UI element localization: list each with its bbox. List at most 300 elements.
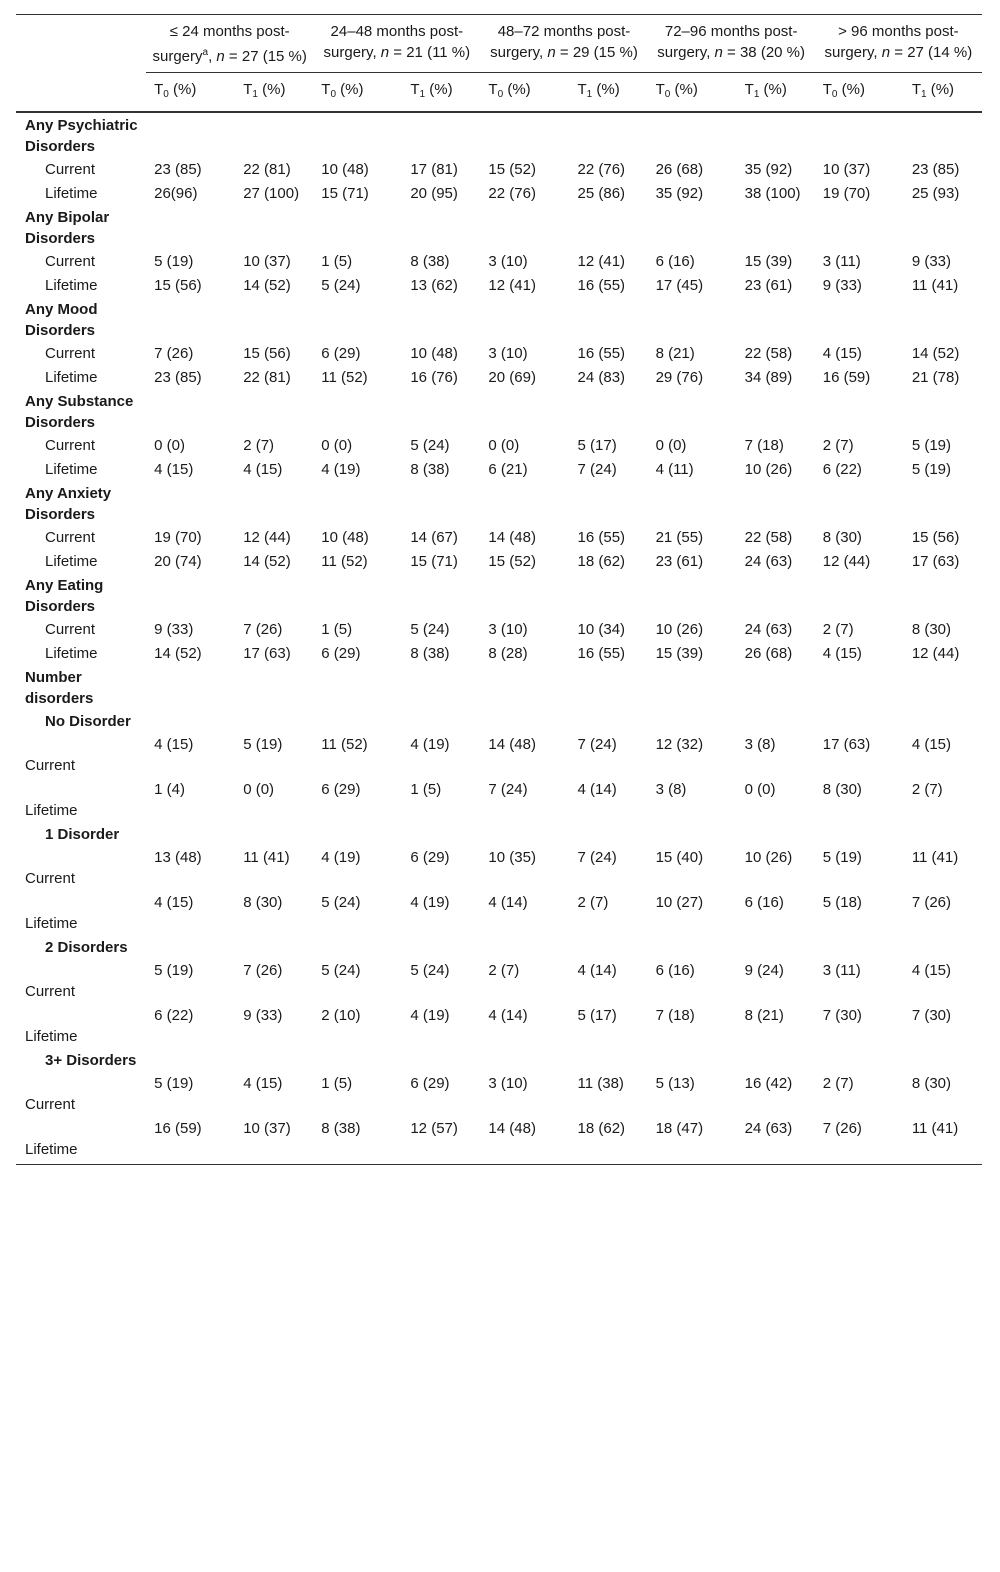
empty-cell (648, 1048, 737, 1071)
empty-cell (570, 935, 648, 958)
subheader-empty-cell (16, 73, 146, 113)
data-cell: 38 (100) (744, 185, 801, 202)
empty-cell (235, 1048, 313, 1071)
data-cell: 15 (56) (243, 345, 291, 362)
row-label: Lifetime (45, 645, 98, 662)
group-n-symbol: n (714, 43, 723, 61)
data-cell: 2 (7) (488, 962, 520, 979)
data-cell: 10 (37) (243, 1120, 291, 1137)
empty-cell (570, 481, 648, 525)
group-label-text: 48–72 months post-surgery (490, 23, 631, 61)
row-label: Current (45, 621, 96, 638)
t0-header-3 (480, 73, 569, 113)
empty-cell (146, 935, 235, 958)
data-cell: 5 (24) (410, 962, 450, 979)
data-cell: 26 (68) (744, 645, 793, 662)
data-cell: 15 (71) (321, 185, 369, 202)
data-cell: 10 (34) (577, 621, 626, 638)
data-cell: 9 (33) (154, 621, 194, 638)
empty-cell (815, 665, 904, 709)
empty-cell (815, 935, 904, 958)
data-cell: 10 (26) (655, 621, 704, 638)
data-cell: 15 (56) (154, 277, 202, 294)
data-cell: 17 (63) (243, 645, 291, 662)
data-cell: 1 (5) (410, 781, 442, 798)
time-letter: T (321, 81, 331, 98)
data-cell: 10 (26) (744, 461, 793, 478)
data-cell: 6 (29) (410, 849, 450, 866)
empty-cell (737, 297, 815, 341)
group-n-symbol: n (216, 47, 225, 65)
empty-cell (570, 822, 648, 845)
empty-cell (402, 389, 480, 433)
time-letter: T (154, 81, 164, 98)
empty-cell (904, 709, 982, 732)
section-header-label: Any Psychiatric Disorders (25, 117, 138, 155)
table-row (16, 433, 982, 457)
data-cell: 23 (85) (911, 161, 960, 178)
data-cell: 16 (59) (822, 369, 871, 386)
empty-cell (402, 709, 480, 732)
row-label: Current (45, 253, 96, 270)
empty-cell (904, 481, 982, 525)
empty-cell (815, 389, 904, 433)
data-cell: 22 (76) (577, 161, 626, 178)
data-cell: 5 (24) (321, 277, 361, 294)
section-header-label: Any Anxiety Disorders (25, 485, 112, 523)
data-cell: 24 (63) (744, 553, 793, 570)
data-cell: 7 (26) (243, 621, 283, 638)
data-cell: 16 (55) (577, 529, 626, 546)
data-cell: 4 (15) (154, 461, 194, 478)
data-cell: 0 (0) (488, 437, 520, 454)
empty-cell (815, 112, 904, 157)
data-cell: 4 (15) (822, 645, 862, 662)
empty-cell (235, 822, 313, 845)
data-cell: 3 (10) (488, 1075, 528, 1092)
table-row (16, 732, 982, 777)
empty-cell (480, 709, 569, 732)
group-n-symbol: n (380, 43, 390, 61)
empty-cell (235, 297, 313, 341)
data-cell: 14 (52) (154, 645, 202, 662)
data-cell: 6 (16) (655, 253, 695, 270)
empty-cell (146, 665, 235, 709)
empty-cell (648, 573, 737, 617)
data-cell: 6 (21) (488, 461, 528, 478)
data-cell: 7 (30) (911, 1007, 951, 1024)
empty-cell (480, 935, 569, 958)
data-cell: 23 (85) (154, 161, 202, 178)
table-row (16, 777, 982, 822)
data-cell: 20 (95) (410, 185, 458, 202)
data-cell: 4 (15) (243, 1075, 283, 1092)
empty-cell (648, 112, 737, 157)
data-cell: 5 (24) (410, 621, 450, 638)
data-cell: 15 (71) (410, 553, 458, 570)
data-cell: 16 (55) (577, 645, 626, 662)
empty-cell (815, 297, 904, 341)
empty-cell (235, 709, 313, 732)
data-cell: 7 (30) (822, 1007, 862, 1024)
empty-cell (570, 665, 648, 709)
data-cell: 11 (41) (911, 849, 959, 866)
subgroup-header-label: No Disorder (45, 713, 131, 730)
data-cell: 1 (5) (321, 253, 353, 270)
time-letter: T (577, 81, 587, 98)
data-cell: 4 (14) (577, 781, 617, 798)
empty-cell (648, 481, 737, 525)
empty-cell (313, 573, 402, 617)
data-cell: 16 (76) (410, 369, 458, 386)
percent-suffix: (%) (592, 81, 620, 98)
empty-cell (570, 573, 648, 617)
data-cell: 4 (14) (488, 894, 528, 911)
data-cell: 4 (15) (243, 461, 283, 478)
empty-cell (904, 665, 982, 709)
t0-header-5 (815, 73, 904, 113)
data-cell: 8 (21) (655, 345, 695, 362)
data-cell: 19 (70) (154, 529, 202, 546)
table-row (16, 845, 982, 890)
table-header (16, 15, 982, 113)
data-cell: 8 (30) (822, 529, 862, 546)
data-cell: 24 (83) (577, 369, 626, 386)
data-cell: 12 (44) (911, 645, 960, 662)
time-subscript: 1 (419, 89, 426, 100)
data-cell: 10 (48) (321, 529, 369, 546)
group-label-text: 72–96 months post-surgery (657, 23, 798, 61)
data-cell: 8 (30) (911, 1075, 951, 1092)
group-label-separator: , (372, 43, 381, 61)
percent-suffix: (%) (670, 81, 698, 98)
empty-cell (570, 1048, 648, 1071)
data-cell: 7 (26) (154, 345, 194, 362)
data-cell: 8 (38) (410, 645, 450, 662)
empty-cell (648, 665, 737, 709)
empty-cell (480, 1048, 569, 1071)
t1-header-1 (235, 73, 313, 113)
row-label: Current (45, 161, 96, 178)
empty-cell (313, 1048, 402, 1071)
data-cell: 5 (24) (321, 894, 361, 911)
data-cell: 17 (45) (655, 277, 704, 294)
percent-suffix: (%) (926, 81, 955, 98)
data-cell: 9 (33) (822, 277, 862, 294)
data-cell: 11 (52) (321, 553, 368, 570)
empty-cell (480, 481, 569, 525)
data-cell: 2 (7) (577, 894, 609, 911)
empty-cell (737, 112, 815, 157)
data-cell: 4 (15) (154, 736, 194, 753)
empty-cell (146, 389, 235, 433)
time-letter: T (655, 81, 665, 98)
data-cell: 8 (38) (321, 1120, 361, 1137)
data-cell: 15 (39) (655, 645, 704, 662)
empty-cell (146, 297, 235, 341)
section-header (16, 389, 982, 433)
data-cell: 5 (17) (577, 437, 617, 454)
data-cell: 4 (19) (410, 736, 450, 753)
empty-cell (313, 709, 402, 732)
data-cell: 7 (24) (577, 461, 617, 478)
data-cell: 4 (15) (822, 345, 862, 362)
row-label: Current (25, 870, 76, 887)
data-cell: 3 (10) (488, 621, 528, 638)
data-cell: 22 (81) (243, 369, 291, 386)
percent-suffix: (%) (257, 81, 286, 98)
empty-cell (480, 389, 569, 433)
data-cell: 8 (30) (243, 894, 283, 911)
subgroup-header (16, 709, 982, 732)
t1-header-3 (570, 73, 648, 113)
empty-cell (815, 709, 904, 732)
data-cell: 2 (7) (822, 1075, 854, 1092)
data-cell: 4 (19) (410, 894, 450, 911)
data-cell: 14 (48) (488, 736, 536, 753)
data-cell: 12 (44) (243, 529, 291, 546)
empty-cell (402, 665, 480, 709)
data-cell: 10 (26) (744, 849, 793, 866)
data-cell: 10 (37) (243, 253, 291, 270)
group-label-text: 24–48 months post-surgery (323, 23, 464, 61)
data-cell: 12 (32) (655, 736, 704, 753)
row-label: Lifetime (25, 915, 78, 932)
section-header-label: Any Mood Disorders (25, 301, 98, 339)
data-cell: 4 (11) (655, 461, 694, 478)
data-cell: 24 (63) (744, 1120, 793, 1137)
data-cell: 12 (41) (577, 253, 626, 270)
data-cell: 5 (17) (577, 1007, 617, 1024)
empty-cell (235, 665, 313, 709)
empty-cell (146, 822, 235, 845)
empty-cell (235, 112, 313, 157)
section-header-label: Any Eating Disorders (25, 577, 104, 615)
empty-cell (480, 297, 569, 341)
t0-header-2 (313, 73, 402, 113)
group-n-symbol: n (547, 43, 556, 61)
data-cell: 26 (68) (655, 161, 704, 178)
empty-cell (904, 389, 982, 433)
empty-cell (402, 573, 480, 617)
data-cell: 22 (58) (744, 345, 793, 362)
data-cell: 21 (78) (911, 369, 960, 386)
data-cell: 11 (41) (911, 1120, 959, 1137)
group-footnote-mark: a (202, 46, 209, 58)
group-label-text: ≤ 24 months post-surgery (152, 23, 290, 65)
data-cell: 3 (8) (744, 736, 776, 753)
empty-cell (904, 822, 982, 845)
empty-cell (313, 935, 402, 958)
empty-cell (146, 709, 235, 732)
data-cell: 3 (11) (822, 253, 861, 270)
group-header-5 (815, 15, 982, 73)
data-cell: 27 (100) (243, 185, 300, 202)
empty-cell (570, 297, 648, 341)
data-cell: 5 (24) (321, 962, 361, 979)
data-cell: 8 (38) (410, 461, 450, 478)
data-cell: 35 (92) (744, 161, 793, 178)
subgroup-header (16, 822, 982, 845)
t1-header-2 (402, 73, 480, 113)
data-cell: 11 (38) (577, 1075, 624, 1092)
data-cell: 7 (18) (744, 437, 784, 454)
data-cell: 4 (14) (577, 962, 617, 979)
data-cell: 2 (7) (243, 437, 275, 454)
data-cell: 17 (63) (822, 736, 871, 753)
time-letter: T (822, 81, 832, 98)
data-cell: 14 (52) (243, 553, 291, 570)
empty-cell (402, 112, 480, 157)
time-subscript: 1 (920, 89, 927, 100)
empty-cell (570, 389, 648, 433)
data-cell: 15 (39) (744, 253, 793, 270)
data-cell: 24 (63) (744, 621, 793, 638)
data-cell: 20 (74) (154, 553, 202, 570)
table-body (16, 112, 982, 1165)
row-label: Lifetime (45, 277, 98, 294)
row-label: Current (25, 757, 76, 774)
time-letter: T (744, 81, 754, 98)
table-row (16, 181, 982, 205)
time-subscript: 1 (252, 89, 258, 100)
data-cell: 0 (0) (243, 781, 275, 798)
data-cell: 18 (62) (577, 1120, 626, 1137)
empty-cell (648, 822, 737, 845)
data-cell: 7 (26) (911, 894, 951, 911)
data-cell: 23 (85) (154, 369, 202, 386)
time-letter: T (911, 81, 921, 98)
data-cell: 11 (41) (911, 277, 959, 294)
row-label: Lifetime (45, 185, 98, 202)
data-cell: 6 (16) (744, 894, 784, 911)
data-cell: 25 (93) (911, 185, 960, 202)
t0-header-1 (146, 73, 235, 113)
data-cell: 7 (18) (655, 1007, 695, 1024)
data-cell: 7 (26) (243, 962, 283, 979)
data-cell: 5 (19) (822, 849, 862, 866)
data-cell: 5 (19) (911, 437, 951, 454)
empty-cell (402, 297, 480, 341)
empty-cell (235, 389, 313, 433)
time-subscript: 1 (753, 89, 760, 100)
section-header (16, 297, 982, 341)
data-cell: 10 (27) (655, 894, 704, 911)
group-n-value: = 21 (11 %) (389, 43, 471, 61)
time-subscript: 0 (831, 89, 838, 100)
table-row (16, 365, 982, 389)
section-header (16, 112, 982, 157)
empty-cell (146, 112, 235, 157)
empty-cell (402, 935, 480, 958)
empty-cell (815, 205, 904, 249)
empty-cell (146, 481, 235, 525)
data-cell: 22 (81) (243, 161, 291, 178)
data-cell: 6 (29) (321, 345, 361, 362)
empty-cell (480, 573, 569, 617)
data-cell: 11 (41) (243, 849, 290, 866)
table-row (16, 1003, 982, 1048)
empty-cell (480, 112, 569, 157)
section-header-label: Any Substance Disorders (25, 393, 134, 431)
data-cell: 7 (24) (577, 849, 617, 866)
data-cell: 0 (0) (321, 437, 353, 454)
data-cell: 16 (55) (577, 277, 626, 294)
data-cell: 5 (24) (410, 437, 450, 454)
row-label: Current (45, 529, 96, 546)
data-cell: 6 (29) (321, 645, 361, 662)
section-header-label: Any Bipolar Disorders (25, 209, 110, 247)
percent-suffix: (%) (837, 81, 865, 98)
data-cell: 14 (48) (488, 529, 536, 546)
empty-cell (402, 481, 480, 525)
group-header-2 (313, 15, 480, 73)
empty-cell (737, 822, 815, 845)
empty-cell (146, 573, 235, 617)
subgroup-header (16, 935, 982, 958)
empty-cell (313, 665, 402, 709)
data-cell: 8 (21) (744, 1007, 784, 1024)
subgroup-header (16, 1048, 982, 1071)
row-label: Current (25, 983, 76, 1000)
section-header (16, 205, 982, 249)
table-row (16, 958, 982, 1003)
time-letter: T (488, 81, 498, 98)
table-row (16, 273, 982, 297)
data-cell: 20 (69) (488, 369, 536, 386)
data-cell: 1 (5) (321, 621, 353, 638)
data-cell: 13 (62) (410, 277, 458, 294)
empty-cell (648, 205, 737, 249)
data-cell: 17 (63) (911, 553, 960, 570)
subgroup-header-label: 2 Disorders (45, 939, 128, 956)
empty-cell (648, 389, 737, 433)
data-cell: 7 (26) (822, 1120, 862, 1137)
t0-header-4 (648, 73, 737, 113)
empty-cell (904, 112, 982, 157)
data-cell: 15 (56) (911, 529, 960, 546)
empty-cell (904, 297, 982, 341)
group-n-value: = 38 (20 %) (722, 43, 806, 61)
time-subscript: 0 (163, 89, 169, 100)
empty-cell (737, 935, 815, 958)
data-cell: 10 (48) (321, 161, 369, 178)
data-cell: 6 (16) (655, 962, 695, 979)
data-cell: 8 (30) (911, 621, 951, 638)
empty-cell (146, 1048, 235, 1071)
percent-suffix: (%) (168, 81, 197, 98)
data-cell: 8 (38) (410, 253, 450, 270)
table-row (16, 617, 982, 641)
data-cell: 18 (47) (655, 1120, 704, 1137)
data-cell: 11 (52) (321, 369, 368, 386)
time-letter: T (410, 81, 420, 98)
data-cell: 9 (33) (911, 253, 951, 270)
data-cell: 12 (57) (410, 1120, 458, 1137)
empty-cell (737, 205, 815, 249)
data-cell: 16 (42) (744, 1075, 793, 1092)
empty-cell (570, 205, 648, 249)
empty-cell (648, 935, 737, 958)
data-cell: 6 (29) (410, 1075, 450, 1092)
empty-cell (235, 573, 313, 617)
data-cell: 0 (0) (154, 437, 185, 454)
empty-cell (737, 573, 815, 617)
data-cell: 12 (41) (488, 277, 536, 294)
data-cell: 9 (33) (243, 1007, 283, 1024)
data-cell: 3 (11) (822, 962, 861, 979)
row-label: Lifetime (25, 1141, 78, 1158)
